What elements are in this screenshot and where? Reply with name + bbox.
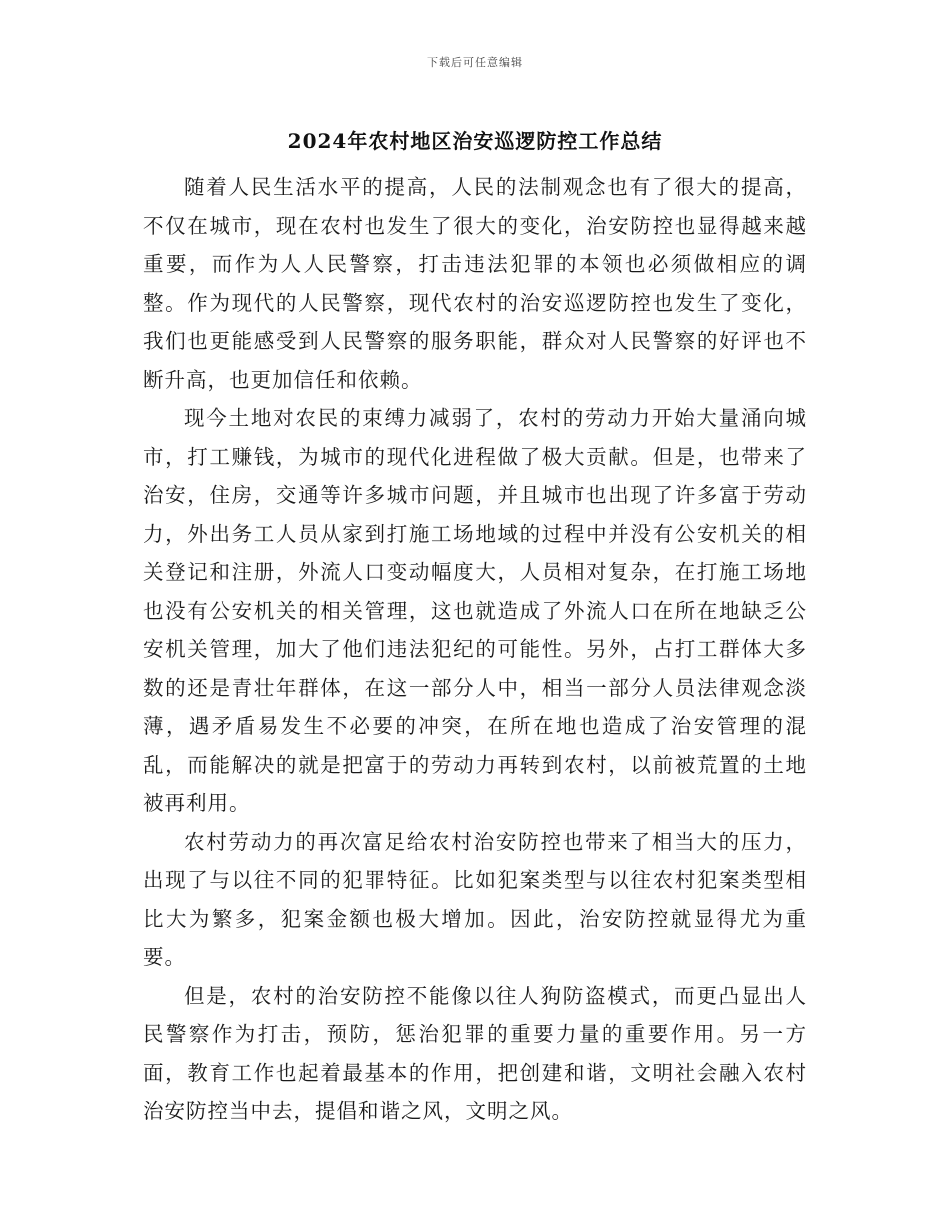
paragraph-2: 现今土地对农民的束缚力减弱了，农村的劳动力开始大量涌向城市，打工赚钱，为城市的现代化进程做了极大贡献。但是，也带来了治安，住房，交通等许多城市问题，并且城市也出现了许多富于劳动力，外出务工人员从家到打施工场地域的过程中并没有公安机关的相关登记和注册，外流人口变动幅度大，人员相对复杂，在打施工场地也没有公安机关的相关管理，这也就造成了外流人口在所在地缺乏公安机关管理，加大了他们违法犯纪的可能性。另外，占打工群体大多数的还是青壮年群体，在这一部分人中，相当一部分人员法律观念淡薄，遇矛盾易发生不必要的冲突，在所在地也造成了治安管理的混乱，而能解决的就是把富于的劳动力再转到农村，以前被荒置的土地被再利用。 bbox=[143, 406, 807, 815]
paragraph-1: 随着人民生活水平的提高，人民的法制观念也有了很大的提高，不仅在城市，现在农村也发生了很大的变化，治安防控也显得越来越重要，而作为人人民警察，打击违法犯罪的本领也必须做相应的调整。作为现代的人民警察，现代农村的治安巡逻防控也发生了变化，我们也更能感受到人民警察的服务职能，群众对人民警察的好评也不断升高，也更加信任和依赖。 bbox=[143, 175, 807, 392]
document-body bbox=[143, 168, 807, 1131]
paragraph-4: 但是，农村的治安防控不能像以往人狗防盗模式，而更凸显出人民警察作为打击，预防，惩治犯罪的重要力量的重要作用。另一方面，教育工作也起着最基本的作用，把创建和谐，文明社会融入农村治安防控当中去，提倡和谐之风，文明之风。 bbox=[143, 983, 807, 1123]
paragraph-3: 农村劳动力的再次富足给农村治安防控也带来了相当大的压力，出现了与以往不同的犯罪特征。比如犯案类型与以往农村犯案类型相比大为繁多，犯案金额也极大增加。因此，治安防控就显得尤为重要。 bbox=[143, 829, 807, 969]
document-title: 2024年农村地区治安巡逻防控工作总结 bbox=[287, 129, 663, 153]
page-header-note: 下载后可任意编辑 bbox=[427, 56, 523, 69]
